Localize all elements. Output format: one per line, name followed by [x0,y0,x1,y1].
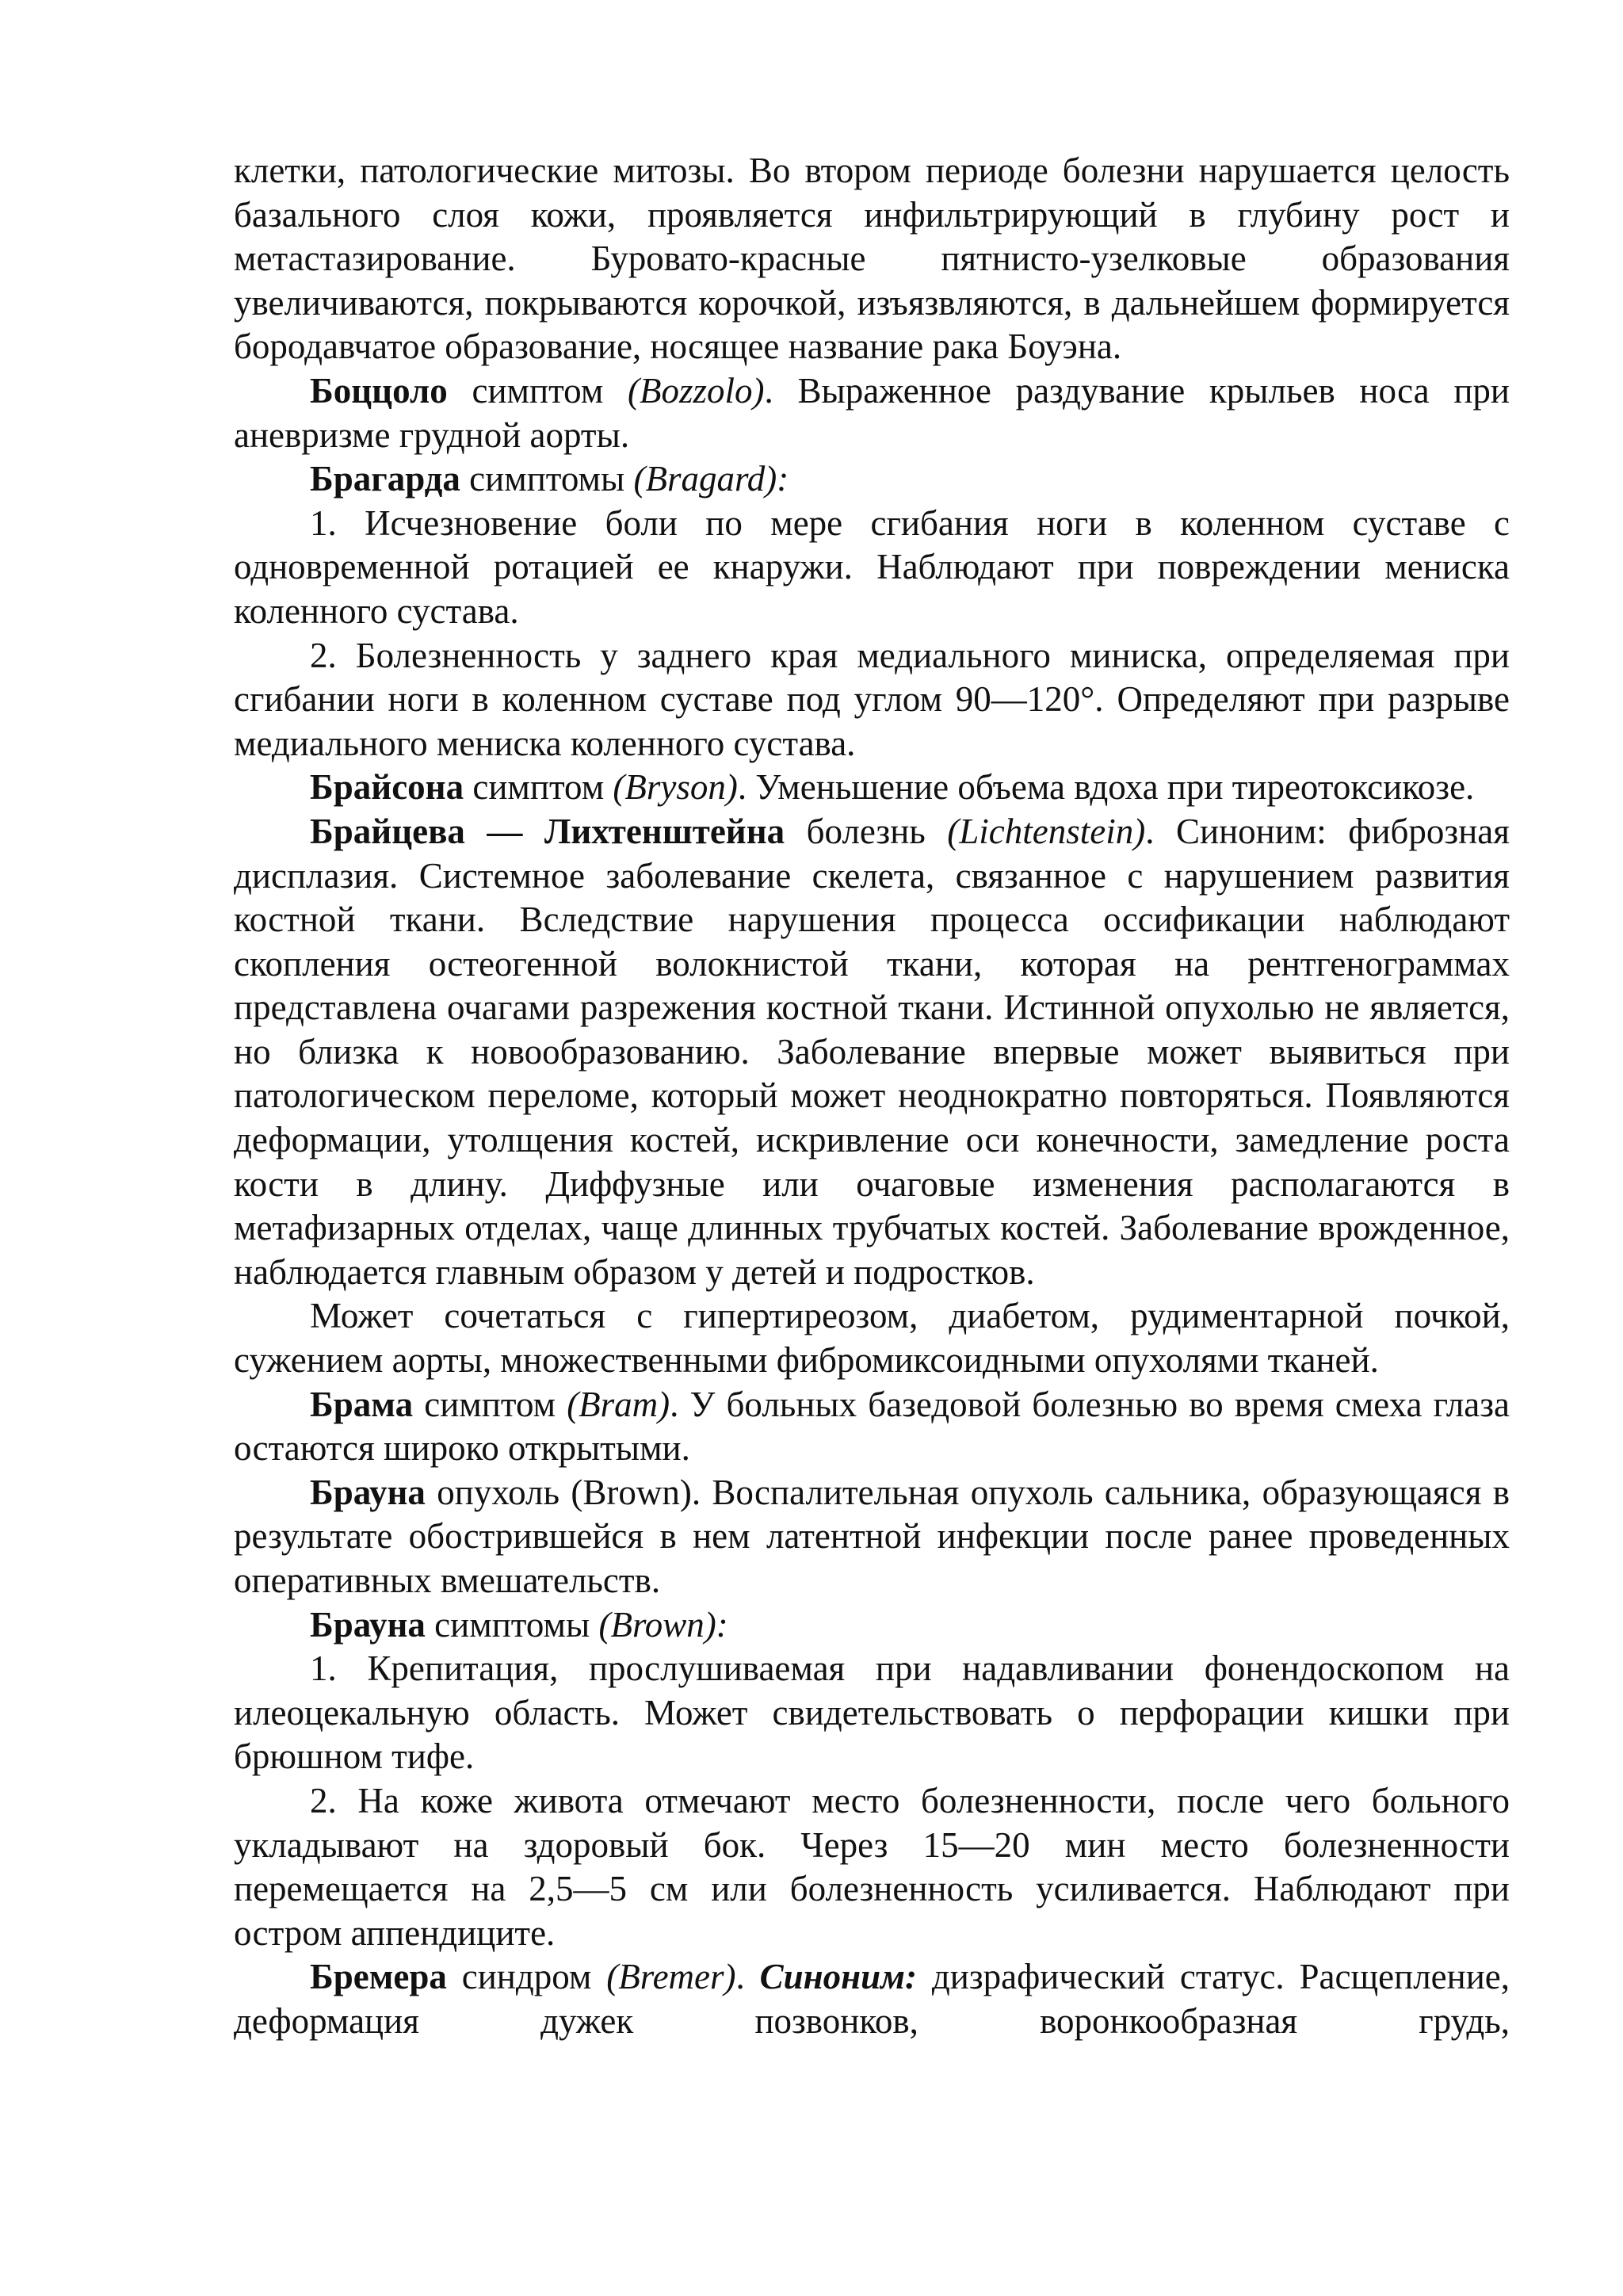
term-heading: Брайцева — Лихтенштейна [310,811,785,851]
paragraph-text: дизрафический статус. Расщепление, деформация дужек позвонков, воронкообразная грудь, [234,1957,1510,2041]
term-heading: Брама [310,1384,414,1424]
term-heading: Боццоло [310,370,448,411]
term-heading: Бремера [310,1957,447,1997]
term-heading: Брайсона [310,767,464,808]
paragraph-text: синдром [446,1957,607,1997]
paragraph-text: . Выраженное раздувание крыльев носа при аневризме грудной аорты. [234,370,1510,455]
paragraph [234,1383,1510,1471]
paragraph [234,1294,1510,1382]
latin-name: (Bozzolo) [628,370,765,411]
paragraph [234,1955,1510,2043]
latin-name: (Bragard): [633,459,789,499]
paragraph-text: клетки, патологические митозы. Во втором периоде болезни нарушается целость базального слоя кожи, проявляется инфильтрирующий в глубину рост и метастазирование. Буровато-красные пятнисто-узелковые образования увеличиваются, покрываются корочкой, изъязвляются, в дальнейшем формируется бородавчатое образование, носящее название рака Боуэна. [234,151,1510,367]
paragraph-text: симптом [413,1384,567,1424]
paragraph-text: симптом [464,767,613,808]
paragraph-text: . У больных базедовой болезнью во время смеха глаза остаются широко открытыми. [234,1384,1510,1469]
document-page [234,149,1510,2044]
paragraph-text: опухоль (Brown). Воспалительная опухоль сальника, образующаяся в результате обострившейся в нем латентной инфекции после ранее проведенных оперативных вмешательств. [234,1472,1510,1600]
paragraph-text: 2. На коже живота отмечают место болезненности, после чего больного укладывают на здоровый бок. Через 15—20 мин место болезненности перемещается на 2,5—5 см или болезненность усиливается. Наблюдают при остром аппендиците. [234,1780,1510,1953]
paragraph [234,1647,1510,1779]
paragraph [234,502,1510,634]
paragraph [234,369,1510,457]
latin-name: (Lichtenstein) [947,811,1146,851]
latin-name: (Bryson) [613,767,738,808]
synonym-label: Синоним: [759,1957,917,1997]
paragraph-text: 2. Болезненность у заднего края медиального миниска, определяемая при сгибании ноги в коленном суставе под углом 90—120°. Определяют при разрыве медиального мениска коленного сустава. [234,635,1510,763]
paragraph-text: Может сочетаться с гипертиреозом, диабетом, рудиментарной почкой, сужением аорты, множественными фибромиксоидными опухолями тканей. [234,1296,1510,1381]
paragraph-text: симптом [447,370,628,411]
paragraph-text: симптомы [460,459,634,499]
term-heading: Брауна [310,1472,426,1512]
paragraph-text: 1. Исчезновение боли по мере сгибания ноги в коленном суставе с одновременной ротацией ее кнаружи. Наблюдают при повреждении мениска коленного сустава. [234,502,1510,631]
paragraph [234,1603,1510,1648]
paragraph-text: . [735,1957,760,1997]
paragraph [234,1779,1510,1955]
latin-name: (Bram) [567,1384,670,1424]
paragraph [234,634,1510,766]
term-heading: Брауна [310,1604,426,1645]
paragraph-text: болезнь [785,811,948,851]
latin-name: (Brown): [598,1604,728,1645]
paragraph [234,1471,1510,1603]
latin-name: (Bremer) [606,1957,736,1997]
paragraph [234,149,1510,369]
paragraph-text: . Уменьшение объема вдоха при тиреотоксикозе. [737,767,1475,808]
paragraph-text: 1. Крепитация, прослушиваемая при надавливании фонендоскопом на илеоцекальную область. Может свидетельствовать о перфорации кишки при брюшном тифе. [234,1648,1510,1777]
term-heading: Брагарда [310,459,460,499]
paragraph [234,766,1510,810]
paragraph [234,810,1510,1295]
paragraph-text: симптомы [425,1604,599,1645]
paragraph-text: . Синоним: фиброзная дисплазия. Системное заболевание скелета, связанное с нарушением развития костной ткани. Вследствие нарушения процесса оссификации наблюдают скопления остеогенной волокнистой ткани, которая на рентгенограммах представлена очагами разрежения костной ткани. Истинной опухолью не является, но близка к новообразованию. Заболевание впервые может выявиться при патологическом переломе, который может неоднократно повторяться. Появляются деформации, утолщения костей, искривление оси конечности, замедление роста кости в длину. Диффузные или очаговые изменения располагаются в метафизарных отделах, чаще длинных трубчатых костей. Заболевание врожденное, наблюдается главным образом у детей и подростков. [234,811,1510,1292]
paragraph [234,457,1510,502]
